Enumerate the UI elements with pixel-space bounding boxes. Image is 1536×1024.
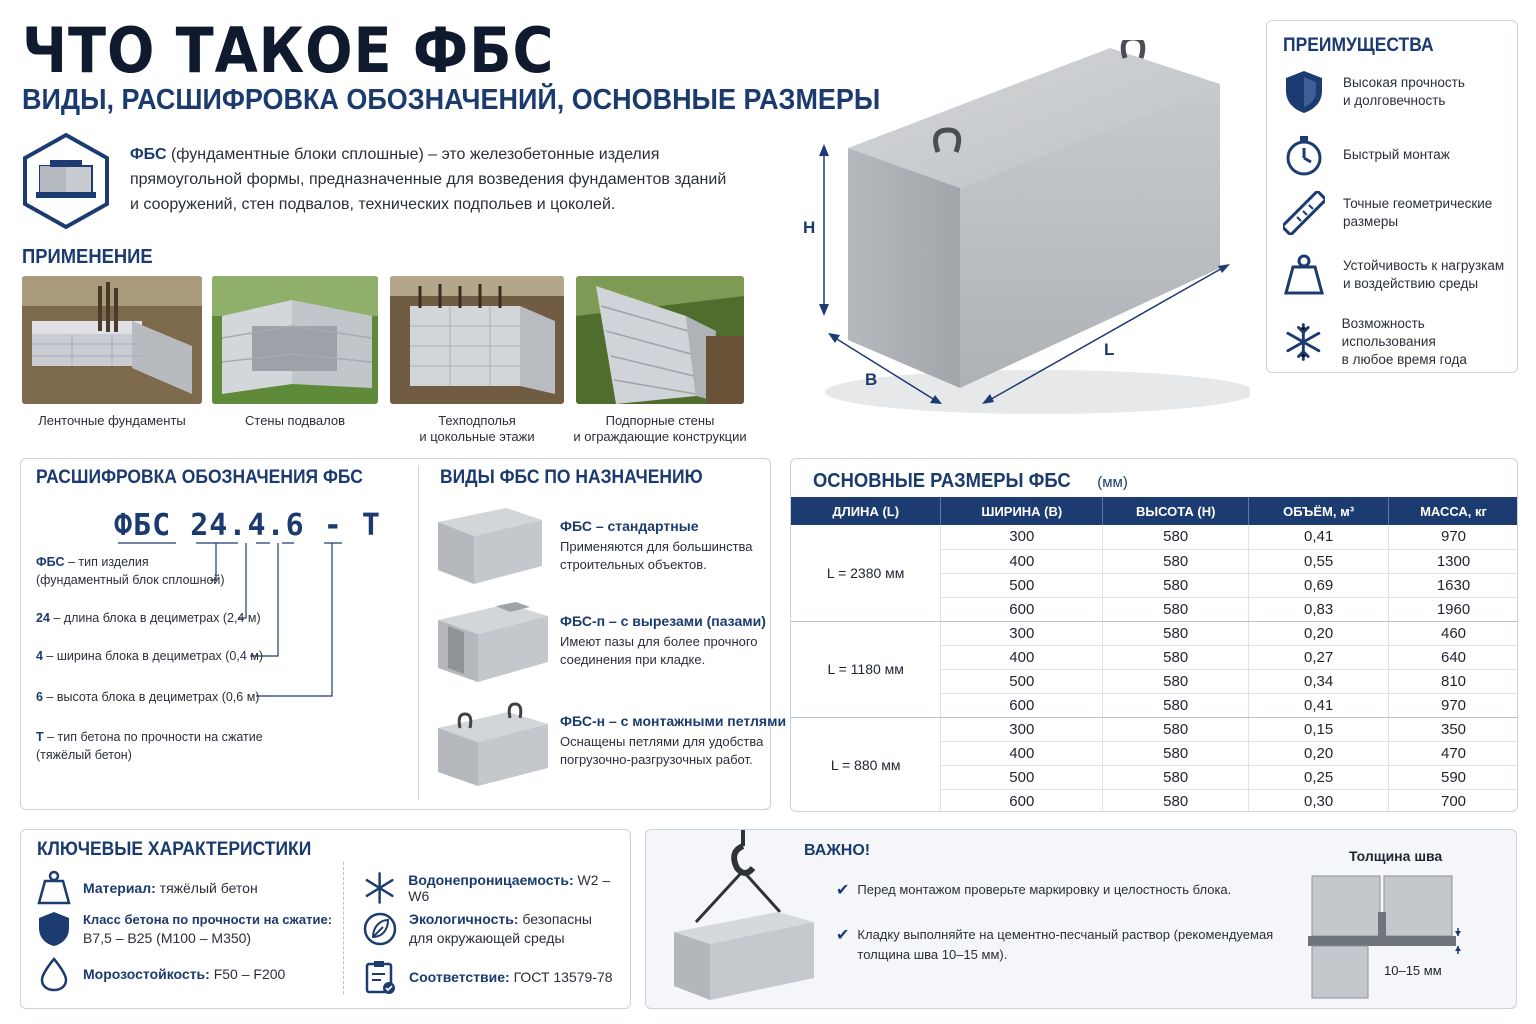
table-cell: 600 — [941, 789, 1103, 812]
length-cell: L = 2380 мм — [791, 525, 941, 621]
sizes-panel — [790, 458, 1518, 812]
table-header-cell: ДЛИНА (L) — [791, 497, 941, 525]
dim-l-label: L — [1104, 340, 1115, 359]
type-desc: Оснащены петлями для удобства погрузочно-разгрузочных работ. — [560, 734, 764, 767]
panel-divider — [418, 466, 419, 800]
advantage-item — [1283, 315, 1517, 369]
advantage-text: Быстрый монтаж — [1343, 147, 1450, 162]
page-title: ЧТО ТАКОЕ ФБС — [22, 14, 555, 87]
sizes-unit: (мм) — [1093, 474, 1128, 491]
crane-hook-block-icon — [668, 830, 818, 1006]
key-value: безопасны для окружающей среды — [409, 911, 592, 946]
table-cell: 0,41 — [1249, 525, 1389, 549]
weight-icon — [1283, 253, 1325, 297]
seam-title: Толщина шва — [1349, 848, 1443, 864]
decoding-line-concrete — [36, 728, 263, 764]
table-cell: 1300 — [1389, 549, 1518, 573]
table-cell: 500 — [941, 765, 1103, 789]
table-cell: 470 — [1389, 741, 1518, 765]
advantage-item — [1283, 69, 1465, 115]
table-cell: 580 — [1103, 693, 1249, 717]
table-header-cell: ВЫСОТА (H) — [1103, 497, 1249, 525]
table-row — [791, 525, 1518, 549]
advantages-panel — [1266, 20, 1518, 373]
table-cell: 400 — [941, 645, 1103, 669]
important-item — [836, 925, 1273, 965]
table-cell: 400 — [941, 741, 1103, 765]
shield-icon — [1283, 69, 1325, 115]
table-cell: 0,20 — [1249, 621, 1389, 645]
decoding-desc: – ширина блока в дециметрах (0,4 м) — [42, 649, 264, 663]
decoding-desc: – длина блока в дециметрах (2,4 м) — [49, 611, 261, 625]
code-dash: - — [323, 508, 343, 543]
sizes-table — [791, 497, 1518, 812]
sizes-title: ОСНОВНЫЕ РАЗМЕРЫ ФБС — [813, 470, 1071, 492]
table-cell: 600 — [941, 693, 1103, 717]
advantage-text: Высокая прочность и долговечность — [1343, 75, 1465, 108]
snowflake-icon — [1283, 320, 1324, 364]
stopwatch-icon — [1283, 133, 1325, 177]
code-part-type: ФБС — [114, 508, 172, 543]
table-cell: 580 — [1103, 597, 1249, 621]
code-part-width: 4 — [247, 508, 267, 543]
table-cell: 970 — [1389, 525, 1518, 549]
shield-icon — [37, 910, 71, 948]
table-row — [791, 717, 1518, 741]
code-part-height: 6 — [285, 508, 305, 543]
table-cell: 580 — [1103, 669, 1249, 693]
length-cell: L = 880 мм — [791, 717, 941, 812]
block-grooved-icon — [434, 596, 554, 684]
advantage-text: Устойчивость к нагрузкам и воздействию среды — [1343, 258, 1505, 291]
table-cell: 0,34 — [1249, 669, 1389, 693]
table-cell: 580 — [1103, 765, 1249, 789]
advantage-text: Точные геометрические размеры — [1343, 196, 1493, 229]
advantage-item — [1283, 253, 1504, 297]
table-cell: 810 — [1389, 669, 1518, 693]
important-item — [836, 880, 1231, 900]
caption-technical-floor: Техподполья и цокольные этажи — [419, 413, 535, 444]
advantage-item — [1283, 191, 1492, 235]
length-cell: L = 1180 мм — [791, 621, 941, 717]
decoding-title: РАСШИФРОВКА ОБОЗНАЧЕНИЯ ФБС — [36, 467, 363, 488]
type-grooved — [560, 613, 766, 669]
table-cell: 300 — [941, 621, 1103, 645]
table-cell: 580 — [1103, 789, 1249, 812]
type-desc: Применяются для большинства строительных объектов. — [560, 539, 753, 572]
table-row — [791, 621, 1518, 645]
key-item-water — [363, 870, 630, 906]
check-icon: ✔ — [836, 882, 850, 899]
decoding-line-length — [36, 609, 261, 627]
table-cell: 300 — [941, 717, 1103, 741]
table-cell: 600 — [941, 597, 1103, 621]
key-value: F50 – F200 — [209, 966, 286, 982]
table-cell: 300 — [941, 525, 1103, 549]
advantage-text: Возможность использования в любое время года — [1341, 316, 1467, 367]
dim-h-label: H — [803, 218, 816, 237]
key-label: Экологичность: — [409, 911, 519, 927]
block-illustration — [790, 40, 1250, 440]
decoding-desc: – тип изделия (фундаментный блок сплошной) — [36, 555, 225, 587]
intro-definition: (фундаментные блоки сплошные) – это железобетонные изделия прямоугольной формы, предназначенные для возведения фундаментов зданий и сооружений, стен подвалов, технических подпольев и цоколей. — [130, 146, 727, 213]
table-cell: 580 — [1103, 741, 1249, 765]
decoding-key: Т — [36, 730, 44, 744]
table-header-cell: ОБЪЁМ, м³ — [1249, 497, 1389, 525]
key-title: КЛЮЧЕВЫЕ ХАРАКТЕРИСТИКИ — [37, 839, 312, 860]
key-item-material — [37, 870, 258, 906]
dim-b-label: B — [865, 370, 878, 389]
table-cell: 400 — [941, 549, 1103, 573]
key-panel — [20, 829, 631, 1009]
clipboard-icon — [363, 958, 397, 996]
key-value: W2 – W6 — [408, 872, 611, 904]
table-cell: 0,20 — [1249, 741, 1389, 765]
key-label: Морозостойкость: — [83, 966, 210, 982]
type-title: ФБС – стандартные — [560, 518, 699, 534]
code-part-concrete: Т — [361, 508, 381, 543]
key-label: Материал: — [83, 880, 156, 896]
decoding-key: 24 — [36, 611, 50, 625]
key-label: Соответствие: — [409, 969, 510, 985]
key-item-gost — [363, 958, 613, 996]
photo-basement — [212, 276, 378, 404]
table-cell: 350 — [1389, 717, 1518, 741]
drop-icon — [37, 956, 71, 992]
photo-strip-foundation — [22, 276, 202, 404]
types-title: ВИДЫ ФБС ПО НАЗНАЧЕНИЮ — [440, 467, 703, 488]
caption-basement: Стены подвалов — [245, 413, 345, 428]
table-cell: 460 — [1389, 621, 1518, 645]
decoding-line-type — [36, 553, 225, 589]
decoding-desc: – высота блока в дециметрах (0,6 м) — [42, 690, 260, 704]
decoding-line-height — [36, 688, 259, 706]
code-dot: . — [266, 508, 286, 543]
page-subtitle: ВИДЫ, РАСШИФРОВКА ОБОЗНАЧЕНИЙ, ОСНОВНЫЕ РАЗМЕРЫ — [22, 84, 881, 116]
advantages-title: ПРЕИМУЩЕСТВА — [1283, 35, 1434, 56]
intro-text — [130, 142, 730, 217]
key-divider — [343, 862, 344, 994]
type-loops — [560, 713, 786, 769]
important-text: Перед монтажом проверьте маркировку и целостность блока. — [857, 882, 1232, 897]
seam-value: 10–15 мм — [1384, 963, 1442, 978]
weight-icon — [37, 870, 71, 906]
table-cell: 1960 — [1389, 597, 1518, 621]
important-text: Кладку выполняйте на цементно-песчаный раствор (рекомендуемая толщина шва 10–15 мм). — [857, 927, 1274, 962]
key-label: Класс бетона по прочности на сжатие: — [83, 912, 333, 927]
table-cell: 580 — [1103, 573, 1249, 597]
leaf-icon — [363, 910, 397, 948]
advantage-item — [1283, 133, 1450, 177]
table-header-cell: ШИРИНА (B) — [941, 497, 1103, 525]
snowflake-icon — [363, 870, 396, 906]
type-desc: Имеют пазы для более прочного соединения при кладке. — [560, 634, 758, 667]
table-cell: 1630 — [1389, 573, 1518, 597]
table-cell: 590 — [1389, 765, 1518, 789]
intro-term: ФБС — [130, 146, 167, 163]
application-title: ПРИМЕНЕНИЕ — [22, 246, 153, 268]
block-standard-icon — [434, 500, 546, 588]
decoding-line-width — [36, 647, 263, 665]
caption-retaining-wall: Подпорные стены и ограждающие конструкции — [573, 413, 747, 444]
table-cell: 0,55 — [1249, 549, 1389, 573]
table-cell: 500 — [941, 669, 1103, 693]
table-cell: 970 — [1389, 693, 1518, 717]
ruler-icon — [1283, 191, 1325, 235]
key-value: В7,5 – В25 (М100 – М350) — [83, 930, 252, 946]
seam-diagram — [1308, 872, 1468, 1002]
decoding-key: ФБС — [36, 555, 65, 569]
table-cell: 0,25 — [1249, 765, 1389, 789]
type-title: ФБС-п – с вырезами (пазами) — [560, 613, 766, 629]
key-item-eco — [363, 910, 592, 948]
table-cell: 500 — [941, 573, 1103, 597]
table-cell: 700 — [1389, 789, 1518, 812]
key-item-class — [37, 910, 332, 948]
table-cell: 0,83 — [1249, 597, 1389, 621]
photo-technical-floor — [390, 276, 564, 404]
decoding-key: 6 — [36, 690, 43, 704]
block-hexagon-icon — [22, 132, 110, 230]
key-value: ГОСТ 13579-78 — [509, 969, 613, 985]
caption-strip-foundation: Ленточные фундаменты — [38, 413, 186, 428]
table-cell: 0,69 — [1249, 573, 1389, 597]
check-icon: ✔ — [836, 927, 850, 944]
type-standard — [560, 518, 753, 574]
table-cell: 0,30 — [1249, 789, 1389, 812]
table-cell: 0,15 — [1249, 717, 1389, 741]
important-panel — [645, 829, 1517, 1009]
key-label: Водонепроницаемость: — [408, 872, 574, 888]
block-loops-icon — [434, 700, 554, 788]
table-cell: 640 — [1389, 645, 1518, 669]
table-cell: 580 — [1103, 645, 1249, 669]
table-cell: 580 — [1103, 621, 1249, 645]
table-cell: 0,27 — [1249, 645, 1389, 669]
photo-retaining-wall — [576, 276, 744, 404]
important-title: ВАЖНО! — [804, 842, 871, 859]
key-item-frost — [37, 956, 285, 992]
decoding-desc: – тип бетона по прочности на сжатие (тяжёлый бетон) — [36, 730, 263, 762]
key-value: тяжёлый бетон — [155, 880, 258, 896]
sizes-heading — [813, 470, 1128, 493]
fbs-code — [114, 508, 381, 543]
table-cell: 580 — [1103, 549, 1249, 573]
type-title: ФБС-н – с монтажными петлями — [560, 713, 787, 729]
code-dot: . — [228, 508, 248, 543]
decoding-key: 4 — [36, 649, 43, 663]
table-cell: 580 — [1103, 717, 1249, 741]
table-cell: 0,41 — [1249, 693, 1389, 717]
code-part-length: 24 — [190, 508, 229, 543]
table-cell: 580 — [1103, 525, 1249, 549]
table-header-cell: МАССА, кг — [1389, 497, 1518, 525]
